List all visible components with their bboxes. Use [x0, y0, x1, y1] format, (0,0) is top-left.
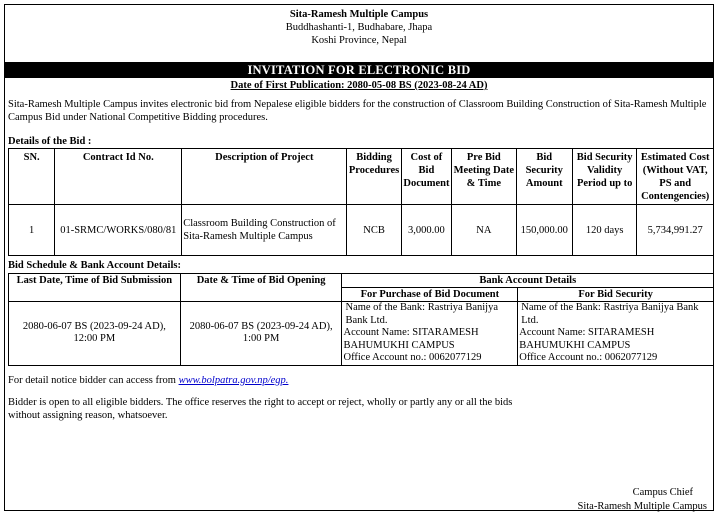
col-estimated-cost: Estimated Cost (Without VAT, PS and Contengencies): [637, 149, 714, 205]
bid-details-table: [8, 148, 714, 256]
col-pre-bid: Pre Bid Meeting Date & Time: [452, 149, 516, 205]
detail-notice: [8, 374, 288, 387]
cell-purchase-account: [342, 302, 518, 366]
signature-block: [578, 486, 708, 514]
cell-procedure: NCB: [347, 205, 401, 256]
col-security: For Bid Security: [518, 288, 714, 302]
col-procedure: Bidding Procedures: [347, 149, 401, 205]
col-bank-details: Bank Account Details: [342, 274, 714, 288]
schedule-label: Bid Schedule & Bank Account Details:: [8, 260, 181, 271]
detail-notice-text: For detail notice bidder can access from: [8, 375, 179, 386]
purchase-account-name: Account Name: SITARAMESH BAHUMUKHI CAMPUS: [343, 327, 479, 351]
col-opening: Date & Time of Bid Opening: [180, 274, 342, 302]
cell-contract-id: 01-SRMC/WORKS/080/81: [55, 205, 182, 256]
bid-schedule-table: [8, 273, 714, 366]
bid-details-label: Details of the Bid :: [8, 136, 92, 147]
schedule-header-row: [9, 274, 714, 288]
cell-description: Classroom Building Construction of Sita-Ramesh Multiple Campus: [182, 205, 347, 256]
col-doc-cost: Cost of Bid Document: [401, 149, 451, 205]
address-line-1: Buddhashanti-1, Budhabare, Jhapa: [285, 22, 433, 33]
col-description: Description of Project: [182, 149, 347, 205]
bidder-note: Bidder is open to all eligible bidders. The office reserves the right to accept or reject, wholly or partly any or all the bids without assigning reason, whatsoever.: [8, 397, 513, 421]
letterhead: [5, 8, 713, 47]
signatory-org: Sita-Ramesh Multiple Campus: [577, 501, 707, 512]
col-security-amount: Bid Security Amount: [516, 149, 572, 205]
cell-security-amount: 150,000.00: [516, 205, 572, 256]
security-account-name: Account Name: SITARAMESH BAHUMUKHI CAMPUS: [519, 327, 655, 351]
publication-date-text: Date of First Publication: 2080-05-08 BS (2023-08-24 AD): [230, 80, 488, 91]
cell-submission: 2080-06-07 BS (2023-09-24 AD), 12:00 PM: [9, 302, 181, 366]
col-sn: SN.: [9, 149, 55, 205]
address-line-2: Koshi Province, Nepal: [311, 35, 407, 46]
notice-frame: [4, 4, 714, 511]
col-contract-id: Contract Id No.: [55, 149, 182, 205]
intro-paragraph: Sita-Ramesh Multiple Campus invites electronic bid from Nepalese eligible bidders for the construction of Classroom Building Construction of Sita-Ramesh Multiple Campus Bid under National Competitive Bidding procedures.: [8, 99, 707, 123]
institution-name: Sita-Ramesh Multiple Campus: [289, 9, 429, 20]
cell-validity: 120 days: [572, 205, 636, 256]
security-bank: Name of the Bank: Rastriya Banijya Bank Ltd.: [521, 302, 699, 326]
notice-title: INVITATION FOR ELECTRONIC BID: [5, 62, 713, 78]
bid-details-header-row: [9, 149, 714, 205]
cell-estimated-cost: 5,734,991.27: [637, 205, 714, 256]
table-row: [9, 205, 714, 256]
security-account-number: Office Account no.: 0062077129: [519, 352, 658, 363]
purchase-account-number: Office Account no.: 0062077129: [343, 352, 482, 363]
publication-date: [5, 79, 713, 92]
cell-opening: 2080-06-07 BS (2023-09-24 AD), 1:00 PM: [180, 302, 342, 366]
col-submission: Last Date, Time of Bid Submission: [9, 274, 181, 302]
signatory-title: Campus Chief: [632, 487, 693, 498]
col-purchase: For Purchase of Bid Document: [342, 288, 518, 302]
col-validity: Bid Security Validity Period up to: [572, 149, 636, 205]
purchase-bank: Name of the Bank: Rastriya Banijya Bank Ltd.: [345, 302, 498, 326]
cell-pre-bid: NA: [452, 205, 516, 256]
bolpatra-link[interactable]: www.bolpatra.gov.np/egp.: [178, 375, 289, 386]
cell-doc-cost: 3,000.00: [401, 205, 451, 256]
cell-sn: 1: [9, 205, 55, 256]
table-row: [9, 302, 714, 366]
cell-security-account: [518, 302, 714, 366]
